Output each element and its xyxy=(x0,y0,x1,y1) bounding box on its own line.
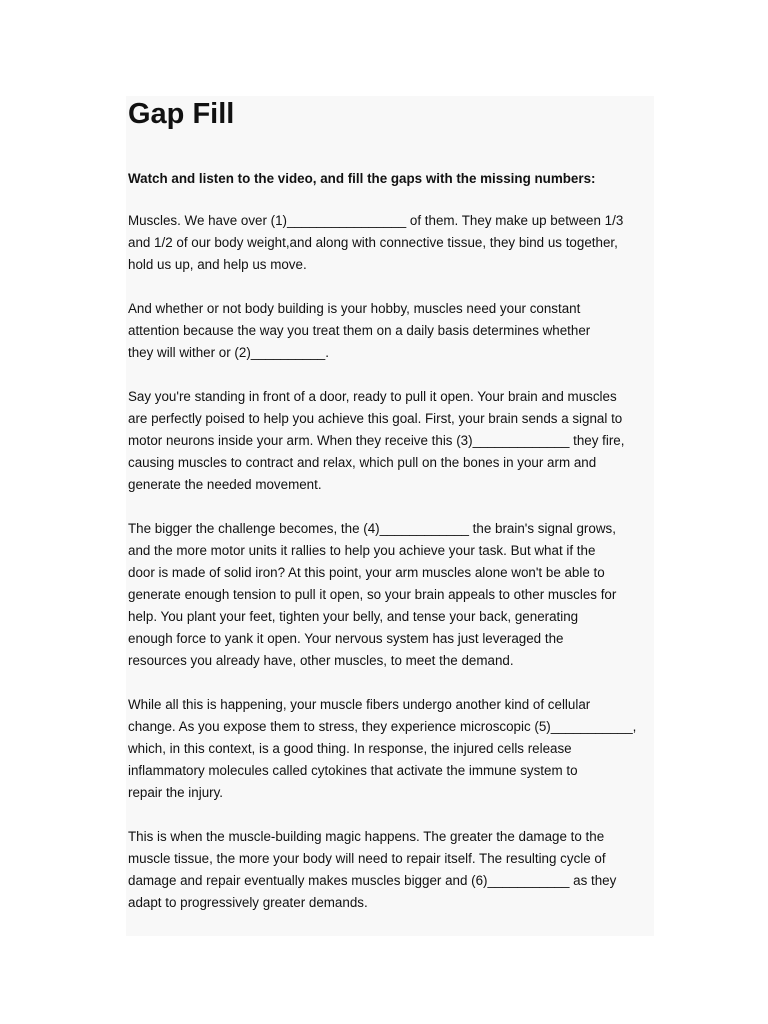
paragraph-line: repair the injury. xyxy=(128,785,224,800)
paragraph-line: and 1/2 of our body weight,and along with connective tissue, they bind us together, xyxy=(128,235,618,250)
paragraph-line: they will wither or (2)__________. xyxy=(128,345,329,360)
paragraph-line: Say you're standing in front of a door, ready to pull it open. Your brain and muscles xyxy=(128,389,617,404)
paragraph-line: generate enough tension to pull it open, so your brain appeals to other muscles for xyxy=(128,587,617,602)
paragraph-line: door is made of solid iron? At this point, your arm muscles alone won't be able to xyxy=(128,565,605,580)
paragraph-line: hold us up, and help us move. xyxy=(128,257,307,272)
paragraph-line: which, in this context, is a good thing. In response, the injured cells release xyxy=(128,741,572,756)
paragraph-line: And whether or not body building is your hobby, muscles need your constant xyxy=(128,301,581,316)
paragraph-line: enough force to yank it open. Your nervous system has just leveraged the xyxy=(128,631,564,646)
paragraph-line: resources you already have, other muscles, to meet the demand. xyxy=(128,653,514,668)
paragraph-3 xyxy=(128,386,658,496)
paragraph-line: generate the needed movement. xyxy=(128,477,322,492)
paragraph-line: The bigger the challenge becomes, the (4)____________ the brain's signal grows, xyxy=(128,521,616,536)
paragraph-line: attention because the way you treat them on a daily basis determines whether xyxy=(128,323,591,338)
paragraph-line: damage and repair eventually makes muscles bigger and (6)___________ as they xyxy=(128,873,617,888)
paragraph-line: causing muscles to contract and relax, which pull on the bones in your arm and xyxy=(128,455,597,470)
paragraph-line: While all this is happening, your muscle fibers undergo another kind of cellular xyxy=(128,697,591,712)
paragraph-6 xyxy=(128,826,658,914)
paragraph-line: adapt to progressively greater demands. xyxy=(128,895,368,910)
paragraph-line: and the more motor units it rallies to help you achieve your task. But what if the xyxy=(128,543,596,558)
paragraph-5 xyxy=(128,694,658,804)
paragraph-line: This is when the muscle-building magic happens. The greater the damage to the xyxy=(128,829,605,844)
paragraph-4 xyxy=(128,518,658,672)
paragraph-2 xyxy=(128,298,658,364)
page-title: Gap Fill xyxy=(128,98,235,130)
instructions-text: Watch and listen to the video, and fill the gaps with the missing numbers: xyxy=(128,171,596,186)
paragraph-line: motor neurons inside your arm. When they receive this (3)_____________ they fire, xyxy=(128,433,625,448)
paragraph-line: Muscles. We have over (1)________________ of them. They make up between 1/3 xyxy=(128,213,624,228)
paragraph-line: change. As you expose them to stress, they experience microscopic (5)___________, xyxy=(128,719,637,734)
paragraph-1 xyxy=(128,210,658,276)
paragraph-line: are perfectly poised to help you achieve this goal. First, your brain sends a signal to xyxy=(128,411,623,426)
paragraph-line: help. You plant your feet, tighten your belly, and tense your back, generating xyxy=(128,609,579,624)
paragraph-line: muscle tissue, the more your body will need to repair itself. The resulting cycle of xyxy=(128,851,606,866)
paragraph-line: inflammatory molecules called cytokines that activate the immune system to xyxy=(128,763,578,778)
